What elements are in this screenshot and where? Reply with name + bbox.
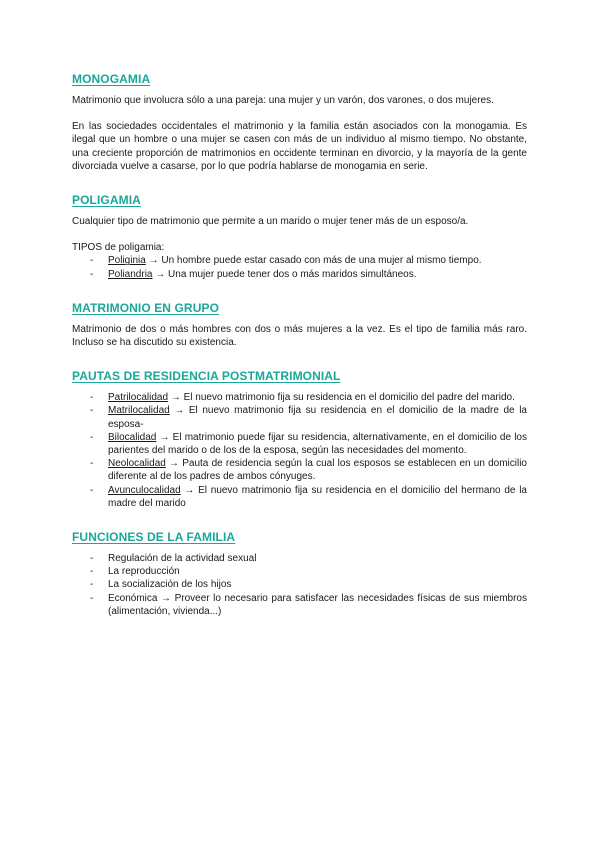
definition: → El matrimonio puede fijar su residencia, alternativamente, en el domicilio de los parientes del marido o de los de la esposa, según las necesidades del momento.: [108, 431, 527, 457]
heading-poligamia: POLIGAMIA: [72, 193, 141, 208]
term: Avunculocalidad: [108, 484, 181, 496]
term: Neolocalidad: [108, 458, 166, 470]
definition: → El nuevo matrimonio fija su residencia en el domicilio de la madre de la esposa-: [108, 405, 527, 430]
list-item: [72, 391, 527, 404]
funciones-list: [72, 552, 527, 618]
term: Patrilocalidad: [108, 392, 169, 404]
bullet: -: [90, 484, 94, 496]
definition: → Un hombre puede estar casado con más de una mujer al mismo tiempo.: [145, 255, 482, 267]
paragraph: Matrimonio que involucra sólo a una pareja: una mujer y un varón, dos varones, o dos mujeres.: [72, 95, 494, 106]
bullet: -: [90, 268, 94, 280]
list-item: [72, 431, 527, 457]
list-item: [72, 484, 527, 510]
list-item: [72, 268, 527, 281]
list-item: [72, 592, 527, 618]
paragraph: En las sociedades occidentales el matrimonio y la familia están asociados con la monogamia. Es ilegal que un hombre o una mujer se casen con más de un individuo al mismo tiempo. No obstante, una creciente proporción de matrimonios en occidente terminan en divorcio, y la mayoría de la gente divorciada vuelve a casarse, por lo que podría hablarse de monogamia en serie.: [72, 121, 527, 172]
list-item: [72, 578, 527, 591]
list-item: [72, 457, 527, 483]
definition: → El nuevo matrimonio fija su residencia en el domicilio del hermano de la madre del marido: [108, 484, 527, 509]
list-item: [72, 254, 527, 267]
document-page: [72, 72, 527, 618]
list-item: [72, 552, 527, 565]
bullet: -: [90, 553, 94, 565]
paragraph: Cualquier tipo de matrimonio que permite a un marido o mujer tener más de un esposo/a.: [72, 216, 469, 228]
heading-funciones-familia: FUNCIONES DE LA FAMILIA: [72, 530, 236, 545]
list-item: [72, 404, 527, 430]
bullet: -: [90, 392, 94, 404]
item-text: Regulación de la actividad sexual: [108, 553, 257, 565]
poligamia-types-list: [72, 254, 527, 280]
bullet: -: [90, 458, 94, 470]
heading-pautas-residencia: PAUTAS DE RESIDENCIA POSTMATRIMONIAL: [72, 369, 341, 384]
heading-matrimonio-en-grupo: MATRIMONIO EN GRUPO: [72, 300, 220, 315]
bullet: -: [90, 405, 94, 417]
list-item: [72, 565, 527, 578]
term: Poliginia: [108, 255, 146, 267]
definition: → Pauta de residencia según la cual los esposos se establecen en un domicilio diferente al de los padres de ambos cónyuges.: [108, 458, 527, 483]
bullet: -: [90, 592, 94, 604]
bullet: -: [90, 579, 94, 591]
residencia-list: [72, 391, 527, 510]
definition: → El nuevo matrimonio fija su residencia en el domicilio del padre del marido.: [168, 392, 515, 404]
list-label: TIPOS de poligamia:: [72, 242, 165, 254]
definition: → Una mujer puede tener dos o más maridos simultáneos.: [152, 268, 417, 280]
bullet: -: [90, 431, 94, 443]
item-text: La socialización de los hijos: [108, 579, 232, 591]
heading-monogamia: MONOGAMIA: [72, 72, 151, 86]
term: Bilocalidad: [108, 431, 157, 443]
item-text: Económica → Proveer lo necesario para satisfacer las necesidades físicas de sus miembros (alimentación, vivienda...): [108, 592, 527, 617]
term: Poliandria: [108, 268, 153, 280]
bullet: -: [90, 255, 94, 267]
bullet: -: [90, 566, 94, 578]
paragraph: Matrimonio de dos o más hombres con dos o más mujeres a la vez. Es el tipo de familia más raro. Incluso se ha discutido su existencia.: [72, 323, 527, 349]
term: Matrilocalidad: [108, 405, 170, 417]
item-text: La reproducción: [108, 566, 180, 578]
